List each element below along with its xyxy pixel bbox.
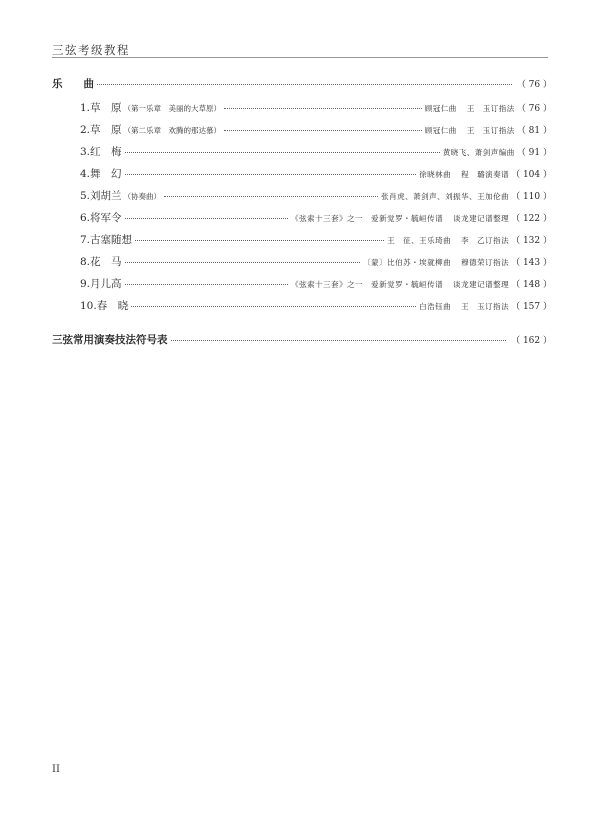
toc-entry-credit xyxy=(425,103,515,115)
toc-page-number: （ 104 ） xyxy=(511,170,552,180)
dot-leader xyxy=(224,108,422,109)
credit-composer: 《弦索十三套》之一 爱新觉罗・毓峘传谱 xyxy=(291,214,444,223)
toc-entry-credit xyxy=(291,213,509,225)
dot-leader xyxy=(125,284,289,285)
credit-arranger: 王 玉订指法 xyxy=(466,104,515,113)
dot-leader xyxy=(135,240,384,241)
toc-entry-credit xyxy=(425,125,515,137)
credit-arranger: 程 璐演奏谱 xyxy=(461,170,510,179)
header-rule xyxy=(52,57,548,58)
dot-leader xyxy=(171,340,507,341)
credit-composer: 徐晓林曲 xyxy=(419,170,452,179)
toc-entry[interactable] xyxy=(80,278,552,291)
toc-entry-credit xyxy=(419,169,509,181)
credit-arranger: 王 玉订指法 xyxy=(461,302,510,311)
dot-leader xyxy=(131,306,416,307)
toc-page-number: （ 91 ） xyxy=(516,148,552,158)
toc-entry-title: 10.春 晓 xyxy=(80,300,129,312)
dot-leader xyxy=(97,84,512,85)
toc-page-number: （ 162 ） xyxy=(511,336,552,346)
toc-entry-credit xyxy=(387,235,509,247)
toc-entry[interactable] xyxy=(80,256,552,269)
credit-composer: 黄晓飞、萧剑声编曲 xyxy=(442,148,515,157)
dot-leader xyxy=(125,218,289,219)
toc-section-title: 三弦常用演奏技法符号表 xyxy=(52,334,168,346)
toc-entry[interactable] xyxy=(80,124,552,137)
toc-page-number: （ 81 ） xyxy=(516,126,552,136)
credit-arranger: 谈龙建记谱整理 xyxy=(453,214,510,223)
credit-arranger: 王 玉订指法 xyxy=(466,126,515,135)
toc-entry-credit xyxy=(443,147,515,159)
credit-arranger: 李 乙订指法 xyxy=(461,236,510,245)
toc-entry-credit xyxy=(363,257,509,269)
toc-page-number: （ 143 ） xyxy=(511,258,552,268)
toc-entry-title: 2.草 原 xyxy=(80,124,122,136)
dot-leader xyxy=(125,262,361,263)
dot-leader xyxy=(125,152,440,153)
toc-page-number: （ 110 ） xyxy=(511,192,552,202)
toc-entry-subtitle: （第一乐章 美丽的大草原） xyxy=(123,104,222,113)
toc-entry[interactable] xyxy=(80,102,552,115)
toc-page-number: （ 76 ） xyxy=(516,104,552,114)
toc-entry-credit xyxy=(419,301,509,313)
toc-entry-title: 9.月儿高 xyxy=(80,278,122,290)
toc-section-music[interactable] xyxy=(52,78,552,91)
toc-page-number: （ 76 ） xyxy=(516,80,552,90)
credit-composer: 白浩钰曲 xyxy=(419,302,452,311)
dot-leader xyxy=(164,196,378,197)
credit-composer: 王 征、王乐琦曲 xyxy=(387,236,452,245)
toc-entry-title: 7.古塞随想 xyxy=(80,234,133,246)
credit-composer: 顾冠仁曲 xyxy=(424,104,457,113)
toc-section-title: 乐 曲 xyxy=(52,78,94,90)
toc-section-symbols[interactable] xyxy=(52,334,552,347)
toc-entry[interactable] xyxy=(80,168,552,181)
running-head: 三弦考级教程 xyxy=(52,43,130,57)
credit-composer: 顾冠仁曲 xyxy=(424,126,457,135)
toc-entry-title: 8.花 马 xyxy=(80,256,122,268)
dot-leader xyxy=(224,130,422,131)
toc-page-number: （ 122 ） xyxy=(511,214,552,224)
toc-entry[interactable] xyxy=(80,212,552,225)
toc-entry-subtitle: （第二乐章 欢腾的那达慕） xyxy=(123,126,222,135)
credit-composer: 〔蒙〕比伯苏・埃就柳曲 xyxy=(363,258,452,267)
toc-entry-credit xyxy=(381,191,509,203)
toc-entry-title: 3.红 梅 xyxy=(80,146,122,158)
credit-arranger: 穆德荣订指法 xyxy=(461,258,510,267)
toc-entry[interactable] xyxy=(80,234,552,247)
page-folio: II xyxy=(52,764,60,775)
toc-entry-title: 4.舞 幻 xyxy=(80,168,122,180)
toc-entry[interactable] xyxy=(80,146,552,159)
toc-entry-credit xyxy=(291,279,509,291)
toc-entry-subtitle: （协奏曲） xyxy=(123,192,162,201)
toc-entry-title: 6.将军令 xyxy=(80,212,122,224)
dot-leader xyxy=(125,174,417,175)
credit-composer: 张肖虎、萧剑声、刘振华、王加伦曲 xyxy=(381,192,510,201)
toc-page-number: （ 148 ） xyxy=(511,280,552,290)
toc-entry[interactable] xyxy=(80,190,552,203)
toc-entry[interactable] xyxy=(80,300,552,313)
toc-page-number: （ 132 ） xyxy=(511,236,552,246)
toc-entry-title: 1.草 原 xyxy=(80,102,122,114)
credit-arranger: 谈龙建记谱整理 xyxy=(453,280,510,289)
toc-entry-title: 5.刘胡兰 xyxy=(80,190,122,202)
credit-composer: 《弦索十三套》之一 爱新觉罗・毓峘传谱 xyxy=(291,280,444,289)
toc-page-number: （ 157 ） xyxy=(511,302,552,312)
